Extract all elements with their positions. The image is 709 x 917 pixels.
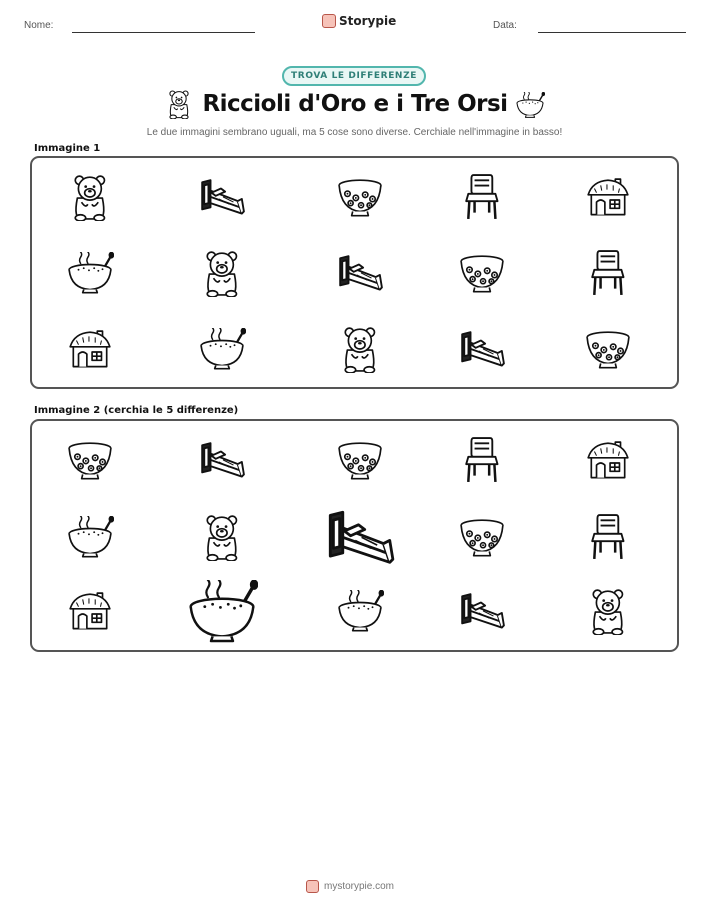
footer	[306, 880, 394, 893]
bowl-icon[interactable]	[336, 439, 384, 481]
bed-icon[interactable]	[198, 439, 246, 481]
name-line[interactable]	[72, 32, 255, 33]
date-line[interactable]	[538, 32, 686, 33]
chair-icon	[587, 249, 629, 297]
bed-icon[interactable]	[324, 506, 396, 569]
bear-icon	[69, 173, 111, 221]
bear-icon	[201, 249, 243, 297]
bowl-icon	[584, 328, 632, 370]
storypie-logo-icon	[322, 14, 336, 28]
page-title: Riccioli d'Oro e i Tre Orsi	[202, 91, 508, 117]
brand-name: Storypie	[339, 14, 397, 28]
storypie-logo-icon	[306, 880, 319, 893]
bowl-icon	[458, 252, 506, 294]
picture-panel-2[interactable]	[30, 419, 679, 652]
date-label: Data:	[493, 20, 517, 31]
cottage-icon[interactable]	[584, 439, 632, 481]
chair-icon[interactable]	[461, 436, 503, 484]
bowl-icon[interactable]	[66, 439, 114, 481]
footer-url: mystorypie.com	[324, 881, 395, 892]
bed-icon	[198, 176, 246, 218]
cottage-icon	[584, 176, 632, 218]
chair-icon	[461, 173, 503, 221]
cottage-icon[interactable]	[66, 590, 114, 632]
panel1-label: Immagine 1	[34, 143, 101, 154]
title-bear-icon	[166, 89, 192, 123]
bear-icon[interactable]	[201, 513, 243, 561]
brand-logo	[322, 14, 396, 28]
cottage-icon	[66, 328, 114, 370]
porridge-icon	[198, 328, 246, 370]
chair-icon[interactable]	[587, 513, 629, 561]
bowl-icon	[336, 176, 384, 218]
bear-icon	[339, 325, 381, 373]
picture-panel-1	[30, 156, 679, 389]
bowl-icon[interactable]	[458, 516, 506, 558]
name-label: Nome:	[24, 20, 54, 31]
porridge-icon	[66, 252, 114, 294]
worksheet-type-badge: TROVA LE DIFFERENZE	[282, 66, 426, 86]
bed-icon[interactable]	[458, 590, 506, 632]
title-porridge-icon	[515, 92, 545, 122]
instructions: Le due immagini sembrano uguali, ma 5 cose sono diverse. Cerchiale nell'immagine in basso!	[146, 127, 563, 138]
bed-icon	[336, 252, 384, 294]
bear-icon[interactable]	[587, 587, 629, 635]
porridge-icon[interactable]	[66, 516, 114, 558]
bed-icon	[458, 328, 506, 370]
panel2-label: Immagine 2 (cerchia le 5 differenze)	[34, 405, 239, 416]
porridge-icon[interactable]	[336, 590, 384, 632]
porridge-icon[interactable]	[186, 580, 258, 643]
